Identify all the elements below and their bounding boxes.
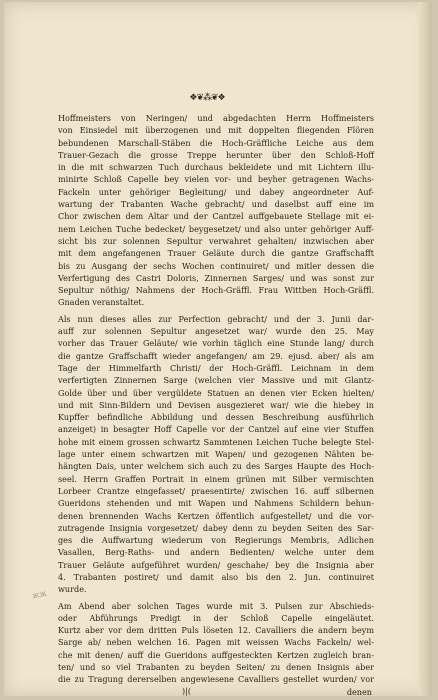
text-line: Kurtz aber vor dem dritten Puls löseten 12. Cavalliers die andern beym (58, 625, 374, 636)
text-line: 4. Trabanten postiret/ und damit also bis den 2. Jun. continuiret (58, 571, 374, 582)
text-line: Vasallen, Berg-Raths- und andern Bedienten/ welche unter dem (58, 547, 374, 558)
text-line: in die mit schwarzen Tuch durchaus bekleidete und mit Lichtern illu- (58, 162, 374, 173)
text-line: bebundenen Marschall-Stäben die Hoch-Gräffliche Leiche aus dem (58, 137, 374, 148)
text-line: ges die Auffwartung wiederum von Regierungs Membris, Adlichen (58, 535, 374, 546)
text-line: Chor zwischen dem Altar und der Cantzel auffgebauete Stellage mit ei- (58, 211, 374, 222)
text-line: Golde über und über vergüldete Statuen an denen vier Ecken hielten/ (58, 387, 374, 398)
text-line: Gueridons stehenden und mit Wapen und Nahmens Schildern behun- (58, 498, 374, 509)
catchword-line (58, 686, 374, 698)
text-line: Fackeln unter gehöriger Begleitung/ und dabey angeordneter Auf- (58, 186, 374, 197)
text-line: denen brennenden Wachs Kertzen öffentlich aufgestellet/ und die vor- (58, 510, 374, 521)
page-edge (418, 2, 432, 696)
text-line: oder Abführungs Predigt in der Schloß Capelle eingeläutet. (58, 612, 374, 623)
text-line: und mit Sinn-Bildern und Devisen ausgezieret war/ wie die hiebey in (58, 399, 374, 410)
text-line: wurde. (58, 584, 87, 595)
text-line: vorher das Trauer Geläute/ wie vorhin täglich eine Stunde lang/ durch (58, 338, 374, 349)
text-line: die zu Tragung dererselben angewiesene Cavalliers gestellet wurden/ vor (58, 674, 374, 685)
text-line: Sepultur nöthig/ Nahmens der Hoch-Gräffl. Frau Wittben Hoch-Gräffl. (58, 285, 374, 296)
text-line: auff zur solennen Sepultur angesetzet war/ wurde den 25. May (58, 326, 374, 337)
text-line: Lorbeer Crantze eingefasset/ praesentirte/ zwischen 16. auff silbernen (58, 485, 374, 496)
text-line: wartung der Trabanten Wache gebracht/ und daselbst auff eine im (58, 199, 374, 210)
catchword: denen (346, 686, 372, 697)
header-ornament: ❖❦⁂❦❖ (189, 93, 225, 103)
text-line: ten/ und so viel Trabanten zu beyden Seiten/ zu denen Insignis aber (58, 662, 374, 673)
margin-mark: жж (31, 588, 48, 601)
text-line: zutragende Insignia vorgesetzet/ dabey denn zu beyden Seiten des Sar- (58, 522, 374, 533)
text-column (58, 112, 374, 698)
text-line: Am Abend aber solchen Tages wurde mit 3. Pulsen zur Abschieds- (58, 600, 374, 611)
text-line: Tage der Himmelfarth Christi/ der Hoch-Gräffl. Leichnam in dem (58, 362, 374, 373)
text-line: lage unter einem schwartzen mit Wapen/ und gezogenen Nähten be- (58, 449, 374, 460)
text-line: von Einsiedel mit überzogenen und mit doppelten fliegenden Flören (58, 125, 374, 136)
text-line: seel. Herrn Graffen Portrait in einem grünen mit Silber vermischten (58, 473, 374, 484)
text-line: hohe mit einem grossen schwartz Sammtenen Leichen Tuche belegte Stel- (58, 436, 374, 447)
text-line: Trauer-Gezach die grosse Treppe herunter über den Schloß-Hoff (58, 149, 374, 160)
signature-mark: )|( (182, 686, 191, 696)
text-line: die gantze Graffschafft wieder angefangen/ am 29. ejusd. aber/ als am (58, 350, 374, 361)
text-line: che mit denen/ auff die Gueridons auffgesteckten Kertzen zugleich bran- (58, 649, 374, 660)
text-line: hängten Dais, unter welchem sich auch zu des Sarges Haupte des Hoch- (58, 461, 374, 472)
text-line: nem Leichen Tuche bedecket/ beygesetzet/ und also unter gehöriger Auff- (58, 223, 374, 234)
text-line: Sarge ab/ neben welchen 16. Pagen mit weissen Wachs Fackeln/ wel- (58, 637, 374, 648)
text-line: Verfertigung des Castri Doloris, Zinnernen Sarges/ und was sonst zur (58, 272, 374, 283)
text-line: anzeiget) in besagter Hoff Capelle vor der Cantzel auf eine vier Stuffen (58, 424, 374, 435)
text-line: verfertigten Zinnernen Sarge (welchen vier Massive und mit Glantz- (58, 375, 374, 386)
text-line: bis zu Ausgang der sechs Wochen continuiret/ und mitler dessen die (58, 260, 374, 271)
text-line: mit dem angefangenen Trauer Geläute durch die gantze Graffschafft (58, 248, 374, 259)
text-line: Als nun dieses alles zur Perfection gebracht/ und der 3. Junii dar- (58, 313, 374, 324)
text-line: Kupffer befindliche Abbildung und dessen Beschreibung ausführlich (58, 412, 374, 423)
text-line: minirte Schloß Capelle bey vielen vor- und beyher getragenen Wachs- (58, 174, 374, 185)
text-line: Gnaden veranstaltet. (58, 297, 145, 308)
text-line: Hoffmeisters von Neringen/ und abgedachten Herrn Hoffmeisters (58, 113, 374, 123)
text-line: Trauer Geläute aufgeführet wurden/ geschahe/ bey die Insignia aber (58, 559, 374, 570)
text-line: sicht bis zur solennen Sepultur verwahret gehalten/ inzwischen aber (58, 235, 374, 246)
